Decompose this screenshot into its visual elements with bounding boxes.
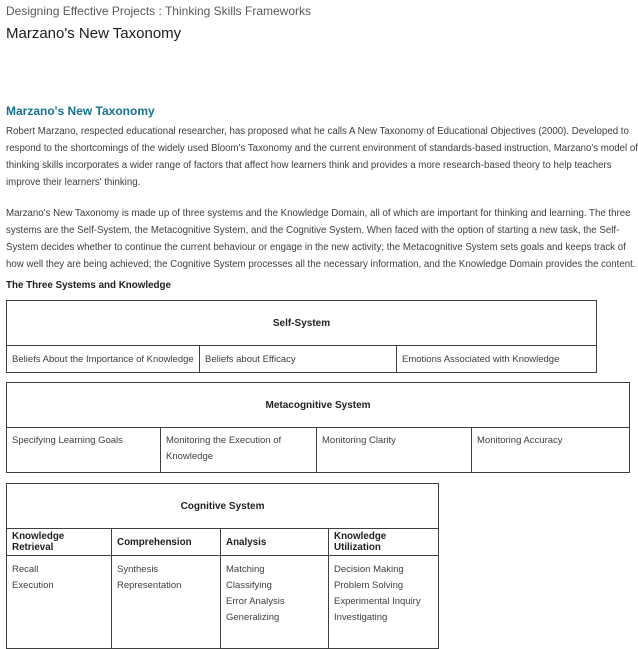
paragraph-three-systems	[6, 205, 638, 273]
paragraph-line: how well they are being achieved; the Cognitive System processes all the necessary information, and the Knowledge Domain provides the content.	[6, 259, 636, 270]
table-header-row	[7, 529, 439, 556]
paragraph-line: Marzano's New Taxonomy is made up of three systems and the Knowledge Domain, all of which are important for thinking and learning. The three	[6, 208, 631, 219]
cell-line: Investigating	[334, 612, 388, 623]
metacognitive-cell-accuracy: Monitoring Accuracy	[472, 428, 630, 473]
cognitive-cell-analysis	[221, 556, 329, 649]
cell-line: Problem Solving	[334, 580, 404, 591]
cognitive-cell-comprehension	[112, 556, 221, 649]
paragraph-line: thinking skills incorporates a wider range of factors that affect how learners think and provides a more research-based theory to help teachers	[6, 160, 612, 171]
cell-line: Execution	[12, 580, 54, 591]
cell-line: Generalizing	[226, 612, 280, 623]
metacognitive-cell-clarity: Monitoring Clarity	[317, 428, 472, 473]
cell-line: Classifying	[226, 580, 272, 591]
table-title-row	[7, 484, 439, 529]
cognitive-cell-retrieval	[7, 556, 112, 649]
paragraph-line: systems are the Self-System, the Metacognitive System, and the Cognitive System. When faced with the option of starting a new task, the Self-	[6, 225, 620, 236]
breadcrumb: Designing Effective Projects : Thinking Skills Frameworks	[6, 4, 312, 18]
paragraph-line: improve their learners' thinking.	[6, 177, 141, 188]
section-heading: Marzano's New Taxonomy	[6, 104, 155, 118]
cell-line: Matching	[226, 564, 265, 575]
cell-line: Decision Making	[334, 564, 404, 575]
table-title-row	[7, 301, 597, 346]
paragraph-line: Robert Marzano, respected educational researcher, has proposed what he calls A New Taxonomy of Educational Objectives (2000). Developed to	[6, 126, 629, 137]
paragraph-line: System decides whether to continue the current behaviour or engage in the new activity; the Metacognitive System sets goals and keeps track of	[6, 242, 626, 253]
self-system-cell-importance: Beliefs About the Importance of Knowledge	[7, 346, 200, 373]
metacognitive-cell-execution: Monitoring the Execution of Knowledge	[161, 428, 317, 473]
cognitive-cell-utilization	[329, 556, 439, 649]
paragraph-line: respond to the shortcomings of the widely used Bloom's Taxonomy and the current environment of standards-based instruction, Marzano's model of	[6, 143, 638, 154]
cognitive-system-table	[6, 483, 439, 649]
metacognitive-cell-goals: Specifying Learning Goals	[7, 428, 161, 473]
cell-line: Error Analysis	[226, 596, 285, 607]
self-system-cell-emotions: Emotions Associated with Knowledge	[397, 346, 597, 373]
cell-line: Synthesis	[117, 564, 159, 575]
cell-line: Experimental Inquiry	[334, 596, 421, 607]
cognitive-header-utilization: Knowledge Utilization	[329, 529, 439, 556]
cell-line: Representation	[117, 580, 182, 591]
page-title: Marzano's New Taxonomy	[6, 25, 182, 42]
cognitive-header-comprehension: Comprehension	[112, 529, 221, 556]
table-title-row	[7, 383, 630, 428]
paragraph-intro	[6, 123, 638, 191]
self-system-title: Self-System	[7, 301, 597, 346]
metacognitive-system-table	[6, 382, 630, 473]
table-row	[7, 556, 439, 649]
cognitive-header-retrieval: Knowledge Retrieval	[7, 529, 112, 556]
cognitive-title: Cognitive System	[7, 484, 439, 529]
self-system-cell-efficacy: Beliefs about Efficacy	[200, 346, 397, 373]
table-row	[7, 346, 597, 373]
table-row	[7, 428, 630, 473]
metacognitive-title: Metacognitive System	[7, 383, 630, 428]
cognitive-header-analysis: Analysis	[221, 529, 329, 556]
cell-line: Recall	[12, 564, 39, 575]
self-system-table	[6, 300, 597, 373]
subheading-three-systems: The Three Systems and Knowledge	[6, 280, 171, 291]
